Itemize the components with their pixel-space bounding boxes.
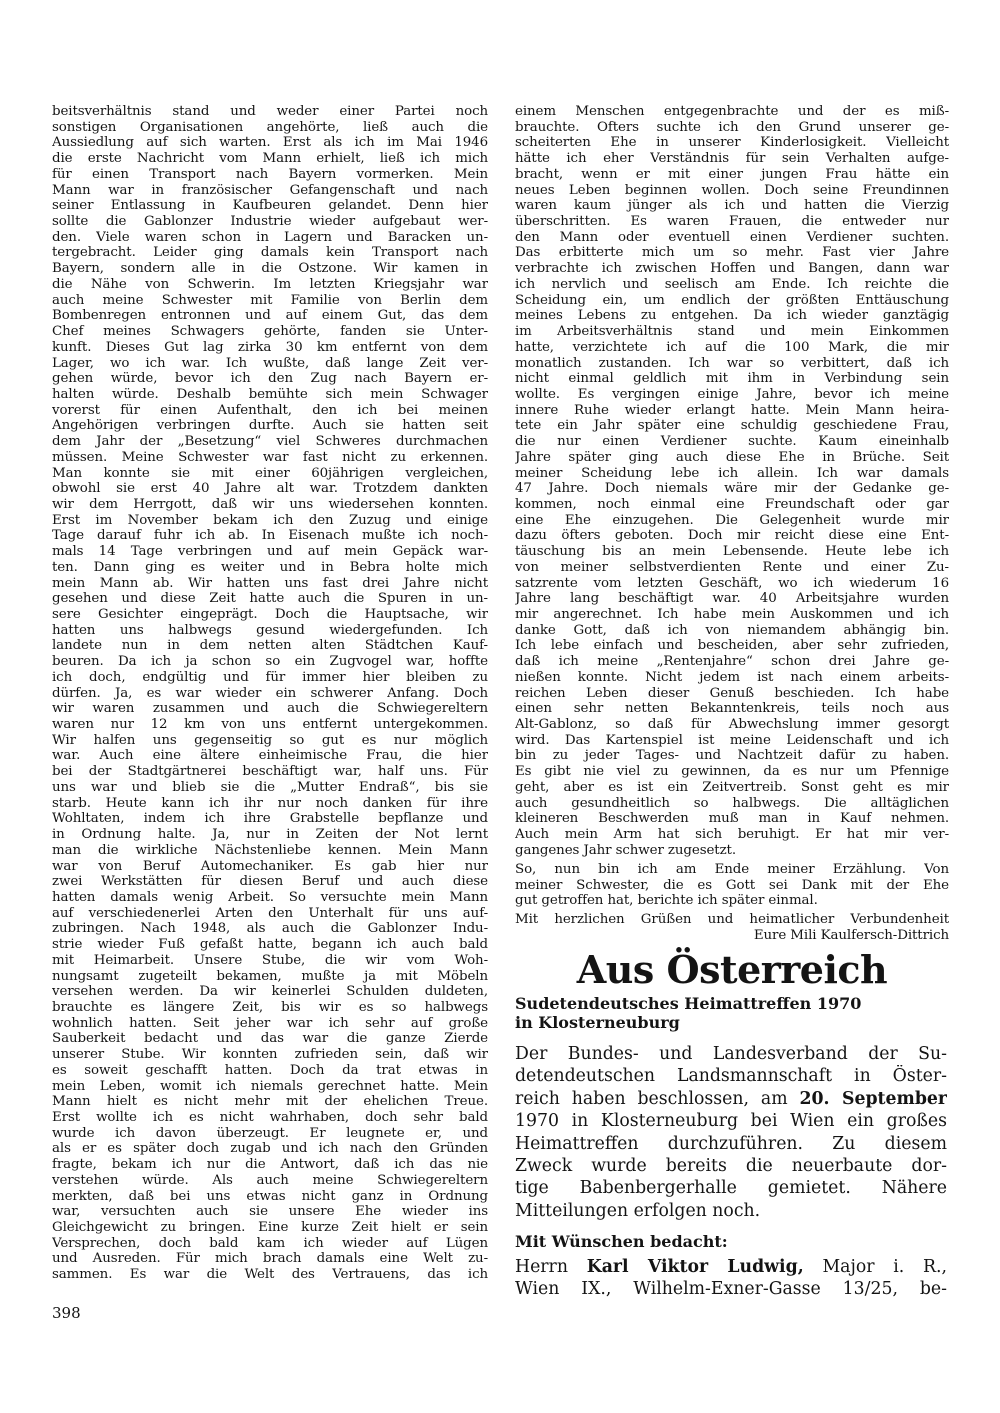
text-segment: Versprechen, doch bald kam ich wieder auf Lügen xyxy=(52,1235,488,1251)
closing-paragraph xyxy=(515,862,949,909)
text-line xyxy=(52,324,488,340)
text-line xyxy=(515,198,949,214)
text-segment: gesehen und diese Zeit hatte auch die Spuren in un- xyxy=(52,591,488,607)
text-segment: sere Gesichter eingeprägt. Doch die Hauptsache, wir xyxy=(52,607,488,622)
text-segment: es soweit geschafft hatten. Doch da trat etwas in xyxy=(52,1062,488,1078)
text-line xyxy=(515,356,949,372)
text-line xyxy=(52,1251,488,1267)
text-segment: brauchte es längere Zeit, bis wir es so halbwegs xyxy=(52,999,488,1015)
text-line xyxy=(52,120,488,136)
text-segment: geht, aber es ist ein Zeitvertreib. Sonst geht es mir xyxy=(515,779,949,795)
text-line xyxy=(52,466,488,482)
text-segment: einen sehr netten Bekanntenkreis, teils noch aus xyxy=(515,701,949,717)
text-line xyxy=(515,513,949,529)
text-line xyxy=(515,780,949,796)
text-segment: Der Bundes- und Landesverband der Su- xyxy=(515,1044,947,1064)
text-segment: fragte, bekam ich nur die Antwort, daß ich das nie xyxy=(52,1157,488,1173)
text-line xyxy=(52,293,488,309)
text-line xyxy=(52,1141,488,1157)
text-segment: innere Ruhe wieder erlangt hatte. Mein Mann heira- xyxy=(515,402,949,418)
text-line xyxy=(515,371,949,387)
text-segment: die nur einen Verdiener suchte. Kaum eineinhalb xyxy=(515,434,949,450)
text-line xyxy=(52,135,488,151)
text-line xyxy=(515,1088,947,1110)
text-line xyxy=(52,481,488,497)
text-segment: war von Beruf Automechaniker. Es gab hier nur xyxy=(52,858,488,874)
text-segment: starb. Heute kann ich ihr nur noch danken für ihre xyxy=(52,795,488,811)
text-segment: nicht einmal geldlich mit ihm in Verbindung sein xyxy=(515,371,949,387)
text-segment: wir waren zusammen und auch die Schwiegereltern xyxy=(52,701,488,717)
text-segment: seiner Entlassung in Kaufbeuren gelandet. Denn hier xyxy=(52,198,488,214)
text-line xyxy=(515,623,949,639)
text-segment: obwohl sie erst 40 Jahre alt war. Trotzdem dankten xyxy=(52,481,488,497)
right-column xyxy=(515,104,949,859)
text-line xyxy=(515,1043,947,1065)
text-line xyxy=(515,878,949,894)
text-line xyxy=(52,1094,488,1110)
text-line xyxy=(52,984,488,1000)
text-line xyxy=(52,1000,488,1016)
text-segment: Chef meines Schwagers gehörte, fanden sie Unter- xyxy=(52,324,488,340)
text-segment: reich haben beschlossen, am xyxy=(515,1088,800,1109)
text-line xyxy=(52,780,488,796)
text-line xyxy=(52,387,488,403)
text-segment: detendeutschen Landsmannschaft in Öster- xyxy=(515,1066,947,1087)
text-segment: Man konnte sie mit einer 60jährigen vergleichen, xyxy=(52,465,488,481)
text-segment: halten würde. Deshalb bemühte sich mein Schwager xyxy=(52,386,488,402)
text-segment: ich nervlich und seelisch am Ende. Ich reichte die xyxy=(515,276,949,292)
text-line xyxy=(515,214,949,230)
text-line xyxy=(52,701,488,717)
text-segment: gangenes Jahr schwer zugesetzt. xyxy=(515,842,736,858)
text-line xyxy=(52,1189,488,1205)
text-segment: hatten uns halbwegs gesund wiedergefunden. Ich xyxy=(52,622,488,638)
text-line xyxy=(515,1155,947,1177)
text-segment: ten. Dann ging es weiter und in Bebra holte mich xyxy=(52,559,488,575)
text-line xyxy=(515,638,949,654)
text-line xyxy=(515,167,949,183)
text-segment: waren kaum jünger als ich und hatten die Vierzig xyxy=(515,198,949,214)
text-line xyxy=(515,686,949,702)
page-number: 398 xyxy=(52,1304,81,1322)
text-segment: brauchte. Öfters suchte ich den Grund unserer ge- xyxy=(515,119,949,135)
text-line xyxy=(52,874,488,890)
text-segment: dürfen. Ja, es war wieder ein schwerer Anfang. Doch xyxy=(52,685,488,701)
text-segment: Mann hielt es nicht mehr mit der ehelichen Treue. xyxy=(52,1094,488,1110)
text-segment: als er es später doch zugab und ich nach den Gründen xyxy=(52,1141,488,1157)
text-line xyxy=(515,701,949,717)
text-line xyxy=(515,277,949,293)
text-segment: meiner Scheidung lebe ich allein. Ich war damals xyxy=(515,465,949,481)
text-segment: bin zu jeder Tages- und Nachtzeit dafür zu haben. xyxy=(515,748,949,764)
text-line xyxy=(515,717,949,733)
text-segment: hätte ich eher Verständnis für sein Verhalten aufge- xyxy=(515,151,949,167)
text-line xyxy=(52,591,488,607)
text-segment: nießen konnte. Nicht jedem ist nach einem arbeits- xyxy=(515,669,949,685)
text-segment: Zweck wurde bereits die neuerbaute dor- xyxy=(515,1155,947,1176)
text-segment: Wohltaten, indem ich ihre Grabstelle bepflanze und xyxy=(52,811,488,827)
text-line xyxy=(515,403,949,419)
text-segment: Erst im November bekam ich den Zuzug und einige xyxy=(52,512,488,528)
text-segment: mir angerechnet. Ich habe mein Auskommen und ich xyxy=(515,607,949,622)
text-segment: satzrente vom letzten Geschäft, wo ich wiederum 16 xyxy=(515,575,949,591)
text-line xyxy=(52,356,488,372)
text-segment: sonstigen Organisationen angehörte, ließ auch die xyxy=(52,119,488,135)
text-segment: kommen, noch einmal eine Freundschaft oder gar xyxy=(515,496,949,512)
text-line xyxy=(52,340,488,356)
text-line xyxy=(52,733,488,749)
text-line xyxy=(515,135,949,151)
text-line xyxy=(515,261,949,277)
text-segment: Mit herzlichen Grüßen und heimatlicher Verbundenheit xyxy=(515,912,949,927)
wishes-heading: Mit Wünschen bedacht: xyxy=(515,1232,728,1251)
text-segment: verbrachte ich zwischen Hoffen und Bangen, dann war xyxy=(515,261,949,277)
text-segment: eine Ehe einzugehen. Die Gelegenheit wurde mir xyxy=(515,512,949,528)
text-line xyxy=(52,513,488,529)
wishes-body xyxy=(515,1256,947,1301)
text-segment: Jahre später ging auch diese Ehe in Brüche. Seit xyxy=(515,449,949,465)
text-segment: Ich lebe einfach und bescheiden, aber sehr zufrieden, xyxy=(515,638,949,654)
text-segment: vorerst für einen Aufenthalt, den ich bei meinen xyxy=(52,402,488,418)
text-segment: Alt-Gablonz, so daß für Abwechslung immer gesorgt xyxy=(515,717,949,733)
text-line xyxy=(515,1256,947,1278)
text-segment: Heimattreffen durchzuführen. Zu diesem xyxy=(515,1133,947,1154)
text-line xyxy=(515,1278,947,1300)
text-segment: überschritten. Es waren Frauen, die entweder nur xyxy=(515,214,949,230)
text-line xyxy=(52,1157,488,1173)
text-segment: tete ein Jahr später eine schuldig geschiedene Frau, xyxy=(515,418,949,434)
text-line xyxy=(52,403,488,419)
text-line xyxy=(52,576,488,592)
text-segment: Tage darauf fuhr ich ab. In Eisenach mußte ich noch- xyxy=(52,528,488,544)
text-line xyxy=(52,859,488,875)
text-segment: strie wieder Fuß gefaßt hatte, begann ich auch bald xyxy=(52,937,488,953)
text-line xyxy=(52,167,488,183)
text-line xyxy=(52,183,488,199)
text-segment: und Ausreden. Für mich brach damals eine Welt zu- xyxy=(52,1251,488,1267)
text-line xyxy=(52,1031,488,1047)
text-line xyxy=(515,912,949,928)
text-segment: dem Jahr der „Besetzung“ viel Schweres durchmachen xyxy=(52,434,488,450)
text-segment: zubringen. Nach 1948, als auch die Gablonzer Indu- xyxy=(52,921,488,937)
text-line xyxy=(52,1047,488,1063)
text-line xyxy=(52,104,488,120)
text-line xyxy=(52,827,488,843)
text-segment: täuschung bis an mein Lebensende. Heute lebe ich xyxy=(515,544,949,560)
text-line xyxy=(52,497,488,513)
text-line xyxy=(52,764,488,780)
text-line xyxy=(515,544,949,560)
text-line xyxy=(515,928,949,944)
text-line xyxy=(52,450,488,466)
text-line xyxy=(52,1220,488,1236)
text-line xyxy=(515,994,949,1013)
text-segment: Lager, wo ich war. Ich wußte, daß lange Zeit ver- xyxy=(52,355,488,371)
text-segment: gut getroffen hat, berichte ich später einmal. xyxy=(515,893,818,909)
text-line xyxy=(515,230,949,246)
left-column xyxy=(52,104,488,1283)
text-line xyxy=(515,324,949,340)
text-line xyxy=(515,183,949,199)
text-segment: bracht, wenn er mit einer jungen Frau hätte ein xyxy=(515,166,949,182)
text-segment: Wir halfen uns gegenseitig so gut es nur möglich xyxy=(52,732,488,748)
text-segment: wurde ich davon überzeugt. Er leugnete er, und xyxy=(52,1125,488,1141)
text-segment: mein Leben, womit ich niemals gerechnet hatte. Mein xyxy=(52,1078,488,1094)
text-segment: Scheidung ein, um endlich der größten Enttäuschung xyxy=(515,292,949,308)
text-segment: Gleichgewicht zu bringen. Eine kurze Zeit hielt er sein xyxy=(52,1220,488,1236)
text-segment: war, versuchten auch sie unsere Ehe wieder ins xyxy=(52,1204,488,1220)
text-line xyxy=(52,686,488,702)
text-line xyxy=(52,214,488,230)
text-line xyxy=(515,466,949,482)
text-line xyxy=(515,1133,947,1155)
text-line xyxy=(52,230,488,246)
text-segment: Angehörigen verbringen durfte. Auch sie hatten seit xyxy=(52,418,488,434)
text-line xyxy=(515,796,949,812)
text-line xyxy=(52,560,488,576)
text-segment: daß ich meine „Rentenjahre“ schon drei Jahre ge- xyxy=(515,654,949,670)
text-segment: müssen. Meine Schwester war fast nicht zu erkennen. xyxy=(52,449,488,465)
text-segment: scheiterten Ehe in unserer Kinderlosigkeit. Vielleicht xyxy=(515,135,949,151)
text-line xyxy=(52,528,488,544)
text-line xyxy=(52,371,488,387)
text-segment: Jahre lang beschäftigt war. 40 Arbeitsjahre wurden xyxy=(515,591,949,607)
text-line xyxy=(515,1177,947,1199)
text-segment: sollte die Gablonzer Industrie wieder aufgebaut wer- xyxy=(52,214,488,230)
text-segment: neues Leben beginnen wollen. Doch seine Freundinnen xyxy=(515,182,949,198)
text-segment: die erste Nachricht vom Mann erhielt, ließ ich mich xyxy=(52,151,488,167)
text-line xyxy=(52,308,488,324)
text-segment: tige Babenbergerhalle gemietet. Nähere xyxy=(515,1178,947,1199)
text-segment: wohnlich hatten. Seit jeher war ich sehr auf große xyxy=(52,1015,488,1031)
text-segment: nungsamt zugeteilt bekamen, mußte ja mit Möbeln xyxy=(52,968,488,984)
text-segment: auch meine Schwester mit Familie von Berlin dem xyxy=(52,292,488,308)
text-line xyxy=(515,670,949,686)
text-line xyxy=(515,245,949,261)
text-segment: von meiner selbstverdienten Rente und einer Zu- xyxy=(515,559,949,575)
text-segment: versehen werden. Da wir keinerlei Schulden duldeten, xyxy=(52,984,488,1000)
text-line xyxy=(515,607,949,623)
text-line xyxy=(515,1013,949,1032)
text-segment: Mitteilungen erfolgen noch. xyxy=(515,1200,761,1221)
text-line xyxy=(52,623,488,639)
text-line xyxy=(515,387,949,403)
text-segment: im Arbeitsverhältnis stand und mein Einkommen xyxy=(515,324,949,340)
text-line xyxy=(52,198,488,214)
text-segment: mit Heimarbeit. Unsere Stube, die wir vom Woh- xyxy=(52,952,488,968)
text-segment: hatte, verzichtete ich auf die 100 Mark, die mir xyxy=(515,339,949,355)
text-line xyxy=(52,953,488,969)
text-line xyxy=(515,591,949,607)
text-segment: waren nur 12 km von uns entfernt untergekommen. xyxy=(52,717,488,733)
text-line xyxy=(52,1126,488,1142)
text-segment: Das erbitterte mich um so mehr. Fast vier Jahre xyxy=(515,245,949,261)
text-line xyxy=(515,1110,947,1132)
text-line xyxy=(515,843,949,859)
text-line xyxy=(52,937,488,953)
text-line xyxy=(52,1016,488,1032)
bold-text: Karl Viktor Ludwig, xyxy=(586,1257,804,1277)
text-segment: für einen Transport nach Bayern vormerken. Mein xyxy=(52,166,488,182)
text-line xyxy=(52,748,488,764)
text-segment: wollte. Es vergingen einige Jahre, bevor ich meine xyxy=(515,386,949,402)
text-line xyxy=(52,843,488,859)
text-segment: in Ordnung halte. Ja, nur in Zeiten der Not lernt xyxy=(52,827,488,843)
text-line xyxy=(52,890,488,906)
text-segment: Eure Mili Kaulfersch-Dittrich xyxy=(753,927,949,943)
text-line xyxy=(515,733,949,749)
text-line xyxy=(515,434,949,450)
text-segment: 1970 in Klosterneuburg bei Wien ein großes xyxy=(515,1111,947,1132)
text-segment: tergebracht. Leider ging damals kein Transport nach xyxy=(52,245,488,261)
article-subheading xyxy=(515,994,949,1032)
text-line xyxy=(515,654,949,670)
text-segment: die Nähe von Schwerin. Im letzten Kriegsjahr war xyxy=(52,276,488,292)
text-segment: danke Gott, daß ich von niemandem abhängig bin. xyxy=(515,622,949,638)
text-segment: monatlich zustanden. Ich war so verbittert, daß ich xyxy=(515,355,949,371)
text-segment: Auch mein Arm hat sich beruhigt. Er hat mir ver- xyxy=(515,827,949,843)
text-segment: Bayern, sondern alle in die Ostzone. Wir kamen in xyxy=(52,261,488,277)
text-line xyxy=(515,497,949,513)
text-line xyxy=(52,434,488,450)
text-segment: landete nun in dem netten alten Städtchen Kauf- xyxy=(52,638,488,654)
text-line xyxy=(52,638,488,654)
text-segment: zwei Werkstätten für diesen Beruf und auch diese xyxy=(52,874,488,890)
text-line xyxy=(52,418,488,434)
text-line xyxy=(515,104,949,120)
text-line xyxy=(52,969,488,985)
text-segment: mein Mann ab. Wir hatten uns fast drei Jahre nicht xyxy=(52,575,488,591)
text-segment: Sudetendeutsches Heimattreffen 1970 xyxy=(515,994,862,1013)
text-segment: verstehen würde. Als auch meine Schwiegereltern xyxy=(52,1172,488,1188)
text-segment: sammen. Es war die Welt des Vertrauens, das ich xyxy=(52,1267,488,1283)
text-segment: Major i. R., xyxy=(803,1257,947,1277)
text-segment: auch gesundheitlich so halbwegs. Die alltäglichen xyxy=(515,795,949,811)
text-segment: wir dem Herrgott, daß wir uns wiedersehen konnten. xyxy=(52,496,488,512)
text-segment: hatten damals wenig Arbeit. So versuchte mein Mann xyxy=(52,889,488,905)
signature xyxy=(515,912,949,943)
text-segment: So, nun bin ich am Ende meiner Erzählung. Von xyxy=(515,862,949,877)
text-line xyxy=(52,811,488,827)
text-line xyxy=(52,1267,488,1283)
text-segment: reichen Leben dieser Genuß beschieden. Ich habe xyxy=(515,685,949,701)
text-line xyxy=(515,862,949,878)
text-segment: mals 14 Tage verbringen und auf mein Gepäck war- xyxy=(52,544,488,560)
text-line xyxy=(515,893,949,909)
bold-text: 20. September xyxy=(799,1088,947,1109)
text-line xyxy=(52,245,488,261)
text-line xyxy=(515,308,949,324)
text-segment: beuren. Da ich ja schon so ein Zugvogel war, hoffte xyxy=(52,654,488,670)
text-segment: kleineren Beschwerden muß man in Kauf nehmen. xyxy=(515,811,949,827)
text-segment: man die wirkliche Nächstenliebe kennen. Mein Mann xyxy=(52,842,488,858)
text-line xyxy=(515,1065,947,1087)
text-segment: einem Menschen entgegenbrachte und der es miß- xyxy=(515,104,949,119)
text-line xyxy=(515,340,949,356)
text-line xyxy=(515,450,949,466)
text-line xyxy=(515,528,949,544)
text-line xyxy=(52,654,488,670)
text-line xyxy=(52,1204,488,1220)
text-line xyxy=(52,717,488,733)
text-line xyxy=(52,1236,488,1252)
text-segment: beitsverhältnis stand und weder einer Partei noch xyxy=(52,104,488,119)
text-segment: den Mann oder eventuell einen Verdiener suchten. xyxy=(515,229,949,245)
text-line xyxy=(52,277,488,293)
text-segment: uns war und blieb sie die „Mutter Endraß“, bis sie xyxy=(52,779,488,795)
text-line xyxy=(515,748,949,764)
text-segment: meiner Schwester, die es Gott sei Dank mit der Ehe xyxy=(515,877,949,893)
text-segment: Bombenregen entronnen und auf einem Gut, das dem xyxy=(52,308,488,324)
text-segment: Mann war in französischer Gefangenschaft und nach xyxy=(52,182,488,198)
text-segment: Sauberkeit bedacht und das war die ganze Zierde xyxy=(52,1031,488,1047)
text-line xyxy=(515,560,949,576)
text-segment: den. Viele waren schon in Lagern und Baracken un- xyxy=(52,229,488,245)
text-line xyxy=(52,1063,488,1079)
text-line xyxy=(515,481,949,497)
text-line xyxy=(52,151,488,167)
text-line xyxy=(52,1173,488,1189)
text-line xyxy=(515,1200,947,1222)
text-segment: Herrn xyxy=(515,1257,587,1277)
text-segment: Es gibt nie viel zu gewinnen, da es nur um Pfennige xyxy=(515,764,949,780)
text-segment: unserer Stube. Wir konnten zufrieden sein, daß wir xyxy=(52,1047,488,1063)
text-segment: 47 Jahre. Doch niemals wäre mir der Gedanke ge- xyxy=(515,481,949,497)
text-segment: merkten, daß bei uns etwas nicht ganz in Ordnung xyxy=(52,1188,488,1204)
text-segment: bei der Stadtgärtnerei beschäftigt war, half uns. Für xyxy=(52,764,488,780)
text-line xyxy=(515,827,949,843)
text-segment: auf verschiedenerlei Arten den Unterhalt für uns auf- xyxy=(52,905,488,921)
text-line xyxy=(515,576,949,592)
text-line xyxy=(52,1079,488,1095)
text-line xyxy=(515,764,949,780)
text-segment: Wien IX., Wilhelm-Exner-Gasse 13/25, be- xyxy=(515,1279,947,1300)
text-line xyxy=(52,1110,488,1126)
text-segment: Erst wollte ich es nicht wahrhaben, doch sehr bald xyxy=(52,1110,488,1125)
text-line xyxy=(515,293,949,309)
text-line xyxy=(52,670,488,686)
text-segment: meines Lebens zu entgehen. Da ich wieder ganztägig xyxy=(515,308,949,324)
text-segment: kunft. Dieses Gut lag zirka 30 km entfernt von dem xyxy=(52,339,488,355)
text-segment: wird. Das Kartenspiel ist meine Leidenschaft und ich xyxy=(515,732,949,748)
article-body xyxy=(515,1043,947,1222)
text-line xyxy=(515,811,949,827)
text-line xyxy=(52,796,488,812)
text-segment: ich doch, endgültig und für immer hier bleiben zu xyxy=(52,669,488,685)
text-line xyxy=(52,544,488,560)
text-segment: dazu öfters geboten. Doch mir reicht diese eine Ent- xyxy=(515,528,949,544)
text-segment: Aussiedlung auf sich warten. Erst als ich im Mai 1946 xyxy=(52,135,488,151)
text-line xyxy=(515,151,949,167)
text-line xyxy=(515,120,949,136)
section-heading: Aus Österreich xyxy=(576,947,888,992)
text-line xyxy=(515,418,949,434)
text-line xyxy=(52,261,488,277)
text-line xyxy=(52,607,488,623)
text-segment: gehen würde, bevor ich den Zug nach Bayern er- xyxy=(52,371,488,387)
text-segment: in Klosterneuburg xyxy=(515,1013,680,1032)
text-line xyxy=(52,906,488,922)
text-line xyxy=(52,921,488,937)
text-segment: war. Auch eine ältere einheimische Frau, die hier xyxy=(52,748,488,764)
